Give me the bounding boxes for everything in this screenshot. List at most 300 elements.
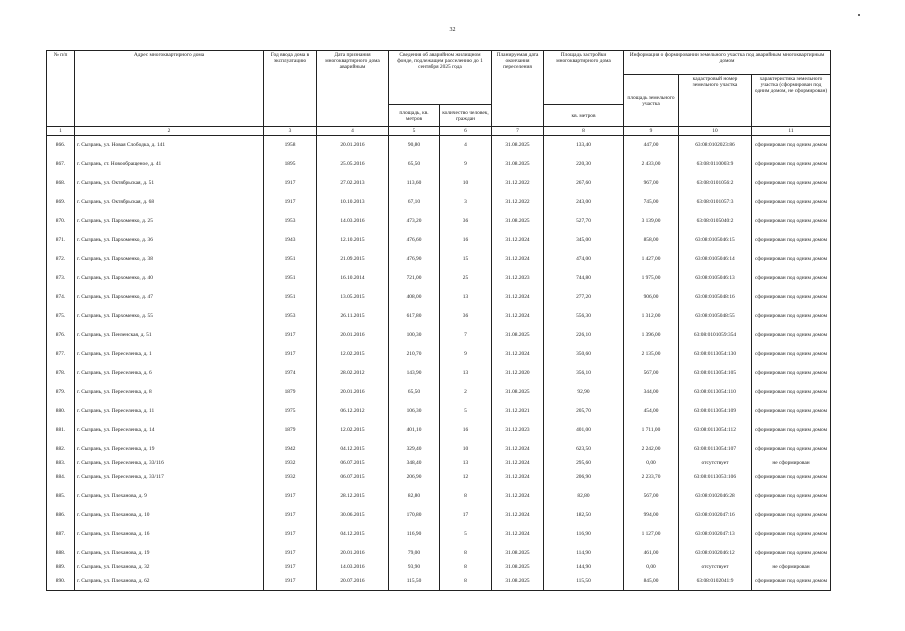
cadastral-cell: 63:08:0105048:16 [679, 288, 752, 307]
resettle-date-cell: 31.12.2024 [492, 440, 544, 459]
cadastral-cell: 63:08:0113054:109 [679, 402, 752, 421]
emergency-date-cell: 26.11.2015 [317, 307, 389, 326]
emergency-date-cell: 21.09.2015 [317, 250, 389, 269]
resettle-date-cell: 31.12.2023 [492, 421, 544, 440]
table-row [47, 402, 831, 421]
table-row [47, 544, 831, 563]
emergency-date-cell: 06.07.2015 [317, 468, 389, 487]
characteristic-cell: сформирован под одним домом [752, 525, 831, 544]
header-address: Адрес многоквартирного дома [75, 51, 264, 127]
column-number: 8 [544, 127, 624, 136]
characteristic-cell: сформирован под одним домом [752, 136, 831, 155]
year-cell: 1932 [264, 468, 317, 487]
land-area-cell: 1 396,00 [624, 326, 679, 345]
cadastral-cell: 63:08:0101059:354 [679, 326, 752, 345]
characteristic-cell: сформирован под одним домом [752, 383, 831, 402]
table-row [47, 421, 831, 440]
resettle-date-cell: 31.12.2024 [492, 468, 544, 487]
address-cell: г. Сызрань, ул. Плеханова, д. 16 [75, 525, 264, 544]
year-cell: 1879 [264, 421, 317, 440]
cadastral-cell: 63:08:0105046:14 [679, 250, 752, 269]
row-number: 882. [47, 440, 75, 459]
address-cell: г. Сызрань, ул. Октябрьская, д. 68 [75, 193, 264, 212]
area-cell: 401,10 [389, 421, 440, 440]
people-cell: 3 [440, 193, 492, 212]
column-number: 10 [679, 127, 752, 136]
year-cell: 1958 [264, 136, 317, 155]
cadastral-cell: 63:08:0102047:13 [679, 525, 752, 544]
address-cell: г. Сызрань, ул. Пархоменко, д. 47 [75, 288, 264, 307]
cadastral-cell: 63:08:0113054:130 [679, 345, 752, 364]
table-row [47, 572, 831, 591]
characteristic-cell: сформирован под одним домом [752, 544, 831, 563]
area-cell: 476,90 [389, 250, 440, 269]
table-row [47, 459, 831, 468]
built-area-cell: 345,00 [544, 231, 624, 250]
address-cell: г. Сызрань, ул. Переселенка, д. 33/116 [75, 459, 264, 468]
cadastral-cell: 63:08:0105048:55 [679, 307, 752, 326]
row-number: 885. [47, 487, 75, 506]
resettle-date-cell: 31.12.2020 [492, 364, 544, 383]
cadastral-cell: отсутствует [679, 459, 752, 468]
year-cell: 1943 [264, 231, 317, 250]
year-cell: 1917 [264, 506, 317, 525]
people-cell: 5 [440, 525, 492, 544]
people-cell: 12 [440, 468, 492, 487]
table-row [47, 345, 831, 364]
cadastral-cell: 63:08:0102041:9 [679, 572, 752, 591]
resettle-date-cell: 31.12.2022 [492, 193, 544, 212]
characteristic-cell: сформирован под одним домом [752, 288, 831, 307]
column-number: 4 [317, 127, 389, 136]
built-area-cell: 115,50 [544, 572, 624, 591]
area-cell: 90,80 [389, 136, 440, 155]
built-area-cell: 220,30 [544, 155, 624, 174]
resettle-date-cell: 31.08.2025 [492, 544, 544, 563]
area-cell: 65,50 [389, 383, 440, 402]
cadastral-cell: 63:08:0102047:16 [679, 506, 752, 525]
people-cell: 10 [440, 174, 492, 193]
emergency-date-cell: 06.07.2015 [317, 459, 389, 468]
resettle-date-cell: 31.08.2025 [492, 136, 544, 155]
header-area: площадь, кв. метров [389, 105, 440, 127]
address-cell: г. Сызрань, ул. Переселенка, д. 14 [75, 421, 264, 440]
cadastral-cell: 63:08:0113054:110 [679, 383, 752, 402]
year-cell: 1917 [264, 572, 317, 591]
land-area-cell: 2 135,00 [624, 345, 679, 364]
people-cell: 10 [440, 440, 492, 459]
characteristic-cell: сформирован под одним домом [752, 231, 831, 250]
characteristic-cell: сформирован под одним домом [752, 193, 831, 212]
row-number: 868. [47, 174, 75, 193]
year-cell: 1951 [264, 288, 317, 307]
cadastral-cell: 63:08:0105046:15 [679, 231, 752, 250]
table-row [47, 468, 831, 487]
address-cell: г. Сызрань, ул. Пархоменко, д. 38 [75, 250, 264, 269]
area-cell: 113,60 [389, 174, 440, 193]
resettle-date-cell: 31.08.2025 [492, 212, 544, 231]
area-cell: 206,90 [389, 468, 440, 487]
resettle-date-cell: 31.12.2024 [492, 506, 544, 525]
built-area-cell: 133,40 [544, 136, 624, 155]
land-area-cell: 567,00 [624, 364, 679, 383]
emergency-date-cell: 20.01.2016 [317, 326, 389, 345]
people-cell: 8 [440, 572, 492, 591]
resettle-date-cell: 31.08.2025 [492, 383, 544, 402]
land-area-cell: 2 233,70 [624, 468, 679, 487]
emergency-date-cell: 14.03.2016 [317, 212, 389, 231]
table-row [47, 269, 831, 288]
land-area-cell: 447,00 [624, 136, 679, 155]
land-area-cell: 745,00 [624, 193, 679, 212]
land-area-cell: 0,00 [624, 563, 679, 572]
address-cell: г. Сызрань, ул. Плеханова, д. 32 [75, 563, 264, 572]
emergency-date-cell: 06.12.2012 [317, 402, 389, 421]
area-cell: 473,20 [389, 212, 440, 231]
resettle-date-cell: 31.12.2023 [492, 269, 544, 288]
column-number: 1 [47, 127, 75, 136]
built-area-cell: 527,70 [544, 212, 624, 231]
emergency-date-cell: 28.12.2015 [317, 487, 389, 506]
cadastral-cell: 63:08:0113054:105 [679, 364, 752, 383]
people-cell: 25 [440, 269, 492, 288]
table-row [47, 155, 831, 174]
address-cell: г. Сызрань, ул. Переселенка, д. 6 [75, 364, 264, 383]
emergency-date-cell: 20.01.2016 [317, 544, 389, 563]
emergency-date-cell: 20.01.2016 [317, 136, 389, 155]
table-row [47, 136, 831, 155]
area-cell: 116,90 [389, 525, 440, 544]
table-row [47, 250, 831, 269]
address-cell: г. Сызрань, ул. Пархоменко, д. 40 [75, 269, 264, 288]
resettle-date-cell: 31.12.2024 [492, 487, 544, 506]
emergency-date-cell: 12.02.2015 [317, 345, 389, 364]
people-cell: 15 [440, 250, 492, 269]
characteristic-cell: сформирован под одним домом [752, 487, 831, 506]
characteristic-cell: сформирован под одним домом [752, 326, 831, 345]
emergency-date-cell: 04.12.2015 [317, 440, 389, 459]
table-row [47, 212, 831, 231]
year-cell: 1917 [264, 525, 317, 544]
cadastral-cell: 63:08:0110003:9 [679, 155, 752, 174]
land-area-cell: 1 711,00 [624, 421, 679, 440]
land-area-cell: 1 975,00 [624, 269, 679, 288]
land-area-cell: 454,00 [624, 402, 679, 421]
row-number: 883. [47, 459, 75, 468]
emergency-date-cell: 13.05.2015 [317, 288, 389, 307]
emergency-date-cell: 12.10.2015 [317, 231, 389, 250]
cadastral-cell: 63:08:0101057:3 [679, 193, 752, 212]
row-number: 879. [47, 383, 75, 402]
built-area-cell: 243,00 [544, 193, 624, 212]
address-cell: г. Сызрань, ул. Плеханова, д. 10 [75, 506, 264, 525]
year-cell: 1951 [264, 269, 317, 288]
people-cell: 8 [440, 487, 492, 506]
built-area-cell: 182,50 [544, 506, 624, 525]
table-row [47, 231, 831, 250]
people-cell: 13 [440, 459, 492, 468]
year-cell: 1879 [264, 383, 317, 402]
resettle-date-cell: 31.12.2024 [492, 288, 544, 307]
header-num: № п/п [47, 51, 75, 127]
characteristic-cell: сформирован под одним домом [752, 174, 831, 193]
address-cell: г. Сызрань, ул. Пархоменко, д. 25 [75, 212, 264, 231]
area-cell: 79,00 [389, 544, 440, 563]
characteristic-cell: сформирован под одним домом [752, 155, 831, 174]
characteristic-cell: сформирован под одним домом [752, 269, 831, 288]
year-cell: 1917 [264, 345, 317, 364]
people-cell: 16 [440, 231, 492, 250]
address-cell: г. Сызрань, ул. Пархоменко, д. 55 [75, 307, 264, 326]
column-number-row [47, 127, 831, 136]
cadastral-cell: 63:08:0113054:107 [679, 440, 752, 459]
year-cell: 1953 [264, 212, 317, 231]
land-area-cell: 461,00 [624, 544, 679, 563]
resettle-date-cell: 31.08.2025 [492, 572, 544, 591]
column-number: 2 [75, 127, 264, 136]
column-number: 11 [752, 127, 831, 136]
header-land-area: площадь земельного участка [624, 75, 679, 127]
area-cell: 93,90 [389, 563, 440, 572]
characteristic-cell: сформирован под одним домом [752, 364, 831, 383]
row-number: 878. [47, 364, 75, 383]
table-row [47, 440, 831, 459]
row-number: 875. [47, 307, 75, 326]
column-number: 9 [624, 127, 679, 136]
emergency-date-cell: 20.01.2016 [317, 383, 389, 402]
scan-speck [858, 14, 860, 16]
area-cell: 721,00 [389, 269, 440, 288]
header-built-area: Площадь застройки многоквартирного дома [544, 51, 624, 105]
built-area-cell: 82,80 [544, 487, 624, 506]
characteristic-cell: сформирован под одним домом [752, 402, 831, 421]
header-emergency-date: Дата признания многоквартирного дома аварийным [317, 51, 389, 127]
header-cadastral: кадастровый номер земельного участка [679, 75, 752, 127]
resettle-date-cell: 31.08.2025 [492, 155, 544, 174]
resettle-date-cell: 31.08.2025 [492, 326, 544, 345]
table-row [47, 383, 831, 402]
characteristic-cell: сформирован под одним домом [752, 212, 831, 231]
built-area-cell: 205,70 [544, 402, 624, 421]
characteristic-cell: не сформирован [752, 459, 831, 468]
table-row [47, 525, 831, 544]
header-built-area-unit: кв. метров [544, 105, 624, 127]
people-cell: 4 [440, 136, 492, 155]
area-cell: 106,30 [389, 402, 440, 421]
resettle-date-cell: 31.12.2024 [492, 525, 544, 544]
built-area-cell: 267,60 [544, 174, 624, 193]
people-cell: 9 [440, 155, 492, 174]
people-cell: 2 [440, 383, 492, 402]
year-cell: 1932 [264, 459, 317, 468]
row-number: 886. [47, 506, 75, 525]
emergency-date-cell: 04.12.2015 [317, 525, 389, 544]
resettle-date-cell: 31.12.2024 [492, 459, 544, 468]
emergency-date-cell: 14.03.2016 [317, 563, 389, 572]
year-cell: 1975 [264, 402, 317, 421]
column-number: 3 [264, 127, 317, 136]
address-cell: г. Сызрань, ул. Переселенка, д. 11 [75, 402, 264, 421]
header-year: Год ввода дома в эксплуатацию [264, 51, 317, 127]
housing-table [46, 50, 831, 591]
header-people: количество человек, граждан [440, 105, 492, 127]
cadastral-cell: 63:08:0105046:13 [679, 269, 752, 288]
row-number: 889. [47, 563, 75, 572]
table-row [47, 364, 831, 383]
area-cell: 67,10 [389, 193, 440, 212]
row-number: 871. [47, 231, 75, 250]
row-number: 869. [47, 193, 75, 212]
address-cell: г. Сызрань, ул. Плеханова, д. 62 [75, 572, 264, 591]
land-area-cell: 906,00 [624, 288, 679, 307]
table-row [47, 307, 831, 326]
year-cell: 1953 [264, 307, 317, 326]
area-cell: 476,60 [389, 231, 440, 250]
cadastral-cell: 63:08:0113054:112 [679, 421, 752, 440]
row-number: 890. [47, 572, 75, 591]
address-cell: г. Сызрань, ул. Пензенская, д. 51 [75, 326, 264, 345]
address-cell: г. Сызрань, ул. Октябрьская, д. 51 [75, 174, 264, 193]
table-row [47, 506, 831, 525]
column-number: 7 [492, 127, 544, 136]
row-number: 874. [47, 288, 75, 307]
land-area-cell: 858,00 [624, 231, 679, 250]
cadastral-cell: 63:08:0101056:2 [679, 174, 752, 193]
emergency-date-cell: 12.02.2015 [317, 421, 389, 440]
people-cell: 17 [440, 506, 492, 525]
header-resettle-date: Планируемая дата окончания переселения [492, 51, 544, 127]
year-cell: 1917 [264, 544, 317, 563]
characteristic-cell: сформирован под одним домом [752, 307, 831, 326]
year-cell: 1895 [264, 155, 317, 174]
characteristic-cell: сформирован под одним домом [752, 345, 831, 364]
area-cell: 329,40 [389, 440, 440, 459]
built-area-cell: 623,50 [544, 440, 624, 459]
address-cell: г. Сызрань, ул. Плеханова, д. 19 [75, 544, 264, 563]
people-cell: 13 [440, 288, 492, 307]
people-cell: 7 [440, 326, 492, 345]
built-area-cell: 474,00 [544, 250, 624, 269]
cadastral-cell: 63:08:0102023:86 [679, 136, 752, 155]
row-number: 866. [47, 136, 75, 155]
table-row [47, 174, 831, 193]
area-cell: 170,80 [389, 506, 440, 525]
year-cell: 1917 [264, 326, 317, 345]
built-area-cell: 744,80 [544, 269, 624, 288]
address-cell: г. Сызрань, ул. Новая Слободка, д. 141 [75, 136, 264, 155]
year-cell: 1917 [264, 193, 317, 212]
emergency-date-cell: 27.02.2013 [317, 174, 389, 193]
table-row [47, 193, 831, 212]
characteristic-cell: сформирован под одним домом [752, 468, 831, 487]
table-row [47, 487, 831, 506]
characteristic-cell: сформирован под одним домом [752, 572, 831, 591]
row-number: 877. [47, 345, 75, 364]
row-number: 867. [47, 155, 75, 174]
year-cell: 1917 [264, 563, 317, 572]
column-number: 5 [389, 127, 440, 136]
address-cell: г. Сызрань, ул. Переселенка, д. 19 [75, 440, 264, 459]
people-cell: 13 [440, 364, 492, 383]
header-characteristic: характеристика земельного участка (сформирован под одним домом, не сформирован) [752, 75, 831, 127]
land-area-cell: 3 139,00 [624, 212, 679, 231]
emergency-date-cell: 25.05.2016 [317, 155, 389, 174]
land-area-cell: 845,00 [624, 572, 679, 591]
built-area-cell: 277,20 [544, 288, 624, 307]
area-cell: 408,00 [389, 288, 440, 307]
resettle-date-cell: 31.08.2025 [492, 563, 544, 572]
land-area-cell: 1 427,00 [624, 250, 679, 269]
row-number: 870. [47, 212, 75, 231]
land-area-cell: 1 312,00 [624, 307, 679, 326]
built-area-cell: 206,90 [544, 468, 624, 487]
resettle-date-cell: 31.12.2024 [492, 307, 544, 326]
row-number: 881. [47, 421, 75, 440]
people-cell: 8 [440, 544, 492, 563]
address-cell: г. Сызрань, ул. Плеханова, д. 9 [75, 487, 264, 506]
resettle-date-cell: 31.12.2022 [492, 174, 544, 193]
emergency-date-cell: 16.10.2014 [317, 269, 389, 288]
row-number: 884. [47, 468, 75, 487]
area-cell: 82,80 [389, 487, 440, 506]
people-cell: 36 [440, 212, 492, 231]
table-row [47, 326, 831, 345]
land-area-cell: 2 242,00 [624, 440, 679, 459]
people-cell: 5 [440, 402, 492, 421]
emergency-date-cell: 28.02.2012 [317, 364, 389, 383]
built-area-cell: 226,10 [544, 326, 624, 345]
people-cell: 36 [440, 307, 492, 326]
resettle-date-cell: 31.12.2021 [492, 402, 544, 421]
year-cell: 1951 [264, 250, 317, 269]
table-row [47, 288, 831, 307]
built-area-cell: 556,30 [544, 307, 624, 326]
built-area-cell: 116,90 [544, 525, 624, 544]
land-area-cell: 1 127,00 [624, 525, 679, 544]
row-number: 872. [47, 250, 75, 269]
characteristic-cell: сформирован под одним домом [752, 506, 831, 525]
characteristic-cell: сформирован под одним домом [752, 250, 831, 269]
land-area-cell: 2 433,00 [624, 155, 679, 174]
people-cell: 16 [440, 421, 492, 440]
built-area-cell: 295,60 [544, 459, 624, 468]
built-area-cell: 114,90 [544, 544, 624, 563]
address-cell: г. Сызрань, ст. Новообращеное, д. 41 [75, 155, 264, 174]
table-row [47, 563, 831, 572]
column-number: 6 [440, 127, 492, 136]
resettle-date-cell: 31.12.2024 [492, 231, 544, 250]
built-area-cell: 144,90 [544, 563, 624, 572]
row-number: 880. [47, 402, 75, 421]
area-cell: 100,30 [389, 326, 440, 345]
row-number: 887. [47, 525, 75, 544]
header-housing-group: Сведения об аварийном жилищном фонде, подлежащем расселению до 1 сентября 2025 года [389, 51, 492, 105]
cadastral-cell: 63:08:0102046:12 [679, 544, 752, 563]
area-cell: 617,80 [389, 307, 440, 326]
area-cell: 115,50 [389, 572, 440, 591]
land-area-cell: 994,00 [624, 506, 679, 525]
characteristic-cell: сформирован под одним домом [752, 440, 831, 459]
characteristic-cell: не сформирован [752, 563, 831, 572]
address-cell: г. Сызрань, ул. Переселенка, д. 8 [75, 383, 264, 402]
people-cell: 9 [440, 345, 492, 364]
cadastral-cell: 63:08:0102046:28 [679, 487, 752, 506]
land-area-cell: 0,00 [624, 459, 679, 468]
emergency-date-cell: 20.07.2016 [317, 572, 389, 591]
year-cell: 1917 [264, 487, 317, 506]
address-cell: г. Сызрань, ул. Пархоменко, д. 36 [75, 231, 264, 250]
row-number: 873. [47, 269, 75, 288]
